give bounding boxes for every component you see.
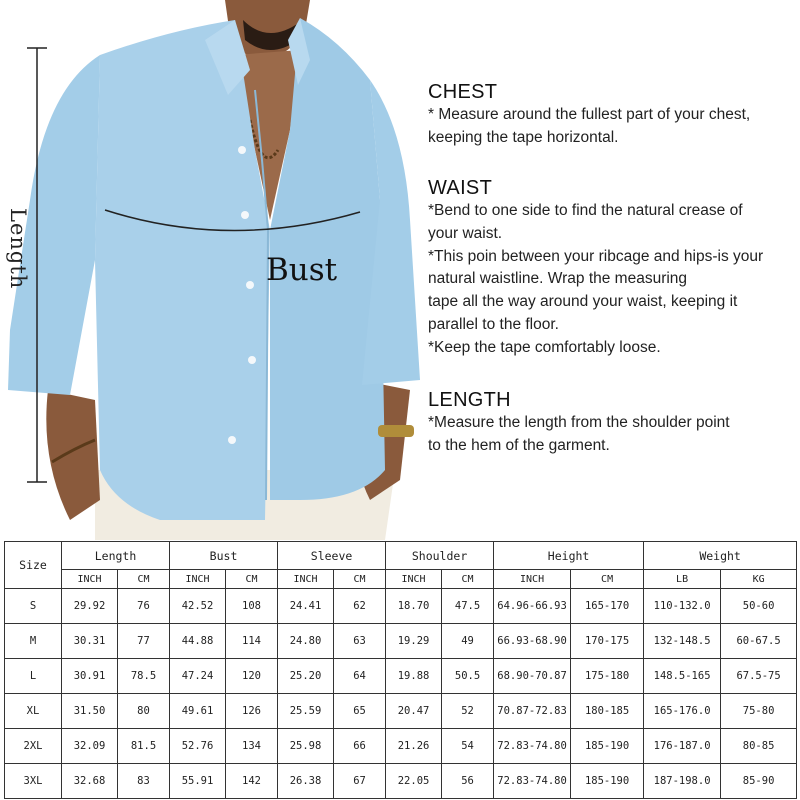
- size-chart-table: [4, 541, 797, 799]
- unit-header: CM: [334, 570, 386, 589]
- chest-line: * Measure around the fullest part of your chest,: [428, 106, 751, 123]
- table-cell: 134: [226, 729, 278, 764]
- waist-line: *Bend to one side to find the natural crease of: [428, 202, 743, 219]
- table-cell: 114: [226, 624, 278, 659]
- table-cell: 62: [334, 589, 386, 624]
- table-cell: 63: [334, 624, 386, 659]
- table-cell: 47.5: [442, 589, 494, 624]
- size-cell: M: [5, 624, 62, 659]
- table-cell: 21.26: [386, 729, 442, 764]
- unit-header: INCH: [278, 570, 334, 589]
- table-cell: 77: [118, 624, 170, 659]
- chest-heading: CHEST: [428, 81, 498, 103]
- table-cell: 25.59: [278, 694, 334, 729]
- table-cell: 22.05: [386, 764, 442, 799]
- table-cell: 55.91: [170, 764, 226, 799]
- table-cell: 67.5-75: [721, 659, 797, 694]
- table-cell: 54: [442, 729, 494, 764]
- table-cell: 110-132.0: [644, 589, 721, 624]
- waist-line: natural waistline. Wrap the measuring: [428, 270, 688, 288]
- table-header-row: [5, 542, 797, 570]
- waist-line: tape all the way around your waist, keeping it: [428, 293, 738, 311]
- length-line: to the hem of the garment.: [428, 436, 610, 454]
- table-cell: 19.88: [386, 659, 442, 694]
- size-header: Size: [5, 542, 62, 589]
- length-section: [428, 388, 730, 458]
- unit-header: INCH: [170, 570, 226, 589]
- unit-header: CM: [571, 570, 644, 589]
- table-cell: 31.50: [62, 694, 118, 729]
- table-row: [5, 764, 797, 799]
- waist-heading: WAIST: [428, 177, 493, 199]
- table-cell: 85-90: [721, 764, 797, 799]
- table-cell: 165-176.0: [644, 694, 721, 729]
- table-cell: 25.20: [278, 659, 334, 694]
- group-header-height: Height: [494, 542, 644, 570]
- table-cell: 187-198.0: [644, 764, 721, 799]
- table-row: [5, 694, 797, 729]
- table-cell: 65: [334, 694, 386, 729]
- table-cell: 66: [334, 729, 386, 764]
- size-rows: [5, 589, 797, 799]
- unit-header: INCH: [386, 570, 442, 589]
- waist-line: *This poin between your ribcage and hips-is your: [428, 247, 764, 265]
- product-photo: [0, 0, 420, 540]
- table-cell: 72.83-74.80: [494, 729, 571, 764]
- table-row: [5, 589, 797, 624]
- waist-section: [428, 176, 763, 360]
- waist-line: your waist.: [428, 224, 503, 242]
- table-cell: 25.98: [278, 729, 334, 764]
- table-cell: 29.92: [62, 589, 118, 624]
- group-header-weight: Weight: [644, 542, 797, 570]
- table-row: [5, 624, 797, 659]
- table-cell: 24.80: [278, 624, 334, 659]
- table-cell: 170-175: [571, 624, 644, 659]
- group-header-shoulder: Shoulder: [386, 542, 494, 570]
- size-cell: L: [5, 659, 62, 694]
- table-cell: 47.24: [170, 659, 226, 694]
- table-cell: 50-60: [721, 589, 797, 624]
- table-cell: 76: [118, 589, 170, 624]
- table-cell: 83: [118, 764, 170, 799]
- unit-header: KG: [721, 570, 797, 589]
- size-cell: XL: [5, 694, 62, 729]
- table-cell: 20.47: [386, 694, 442, 729]
- group-header-sleeve: Sleeve: [278, 542, 386, 570]
- table-cell: 72.83-74.80: [494, 764, 571, 799]
- size-cell: S: [5, 589, 62, 624]
- table-cell: 52: [442, 694, 494, 729]
- table-cell: 52.76: [170, 729, 226, 764]
- unit-header: CM: [118, 570, 170, 589]
- length-label: Length: [6, 208, 30, 290]
- table-cell: 132-148.5: [644, 624, 721, 659]
- table-cell: 80: [118, 694, 170, 729]
- unit-header: INCH: [62, 570, 118, 589]
- table-cell: 120: [226, 659, 278, 694]
- table-cell: 142: [226, 764, 278, 799]
- table-cell: 32.09: [62, 729, 118, 764]
- waist-line: parallel to the floor.: [428, 315, 559, 333]
- table-cell: 32.68: [62, 764, 118, 799]
- table-cell: 70.87-72.83: [494, 694, 571, 729]
- unit-header: CM: [442, 570, 494, 589]
- table-cell: 18.70: [386, 589, 442, 624]
- length-line: *Measure the length from the shoulder point: [428, 414, 730, 431]
- size-cell: 3XL: [5, 764, 62, 799]
- table-unit-row: [5, 570, 797, 589]
- table-cell: 56: [442, 764, 494, 799]
- table-cell: 68.90-70.87: [494, 659, 571, 694]
- chest-line: keeping the tape horizontal.: [428, 128, 619, 146]
- group-header-length: Length: [62, 542, 170, 570]
- table-cell: 108: [226, 589, 278, 624]
- table-row: [5, 659, 797, 694]
- table-cell: 50.5: [442, 659, 494, 694]
- table-cell: 66.93-68.90: [494, 624, 571, 659]
- table-cell: 185-190: [571, 729, 644, 764]
- table-cell: 64.96-66.93: [494, 589, 571, 624]
- group-header-bust: Bust: [170, 542, 278, 570]
- unit-header: CM: [226, 570, 278, 589]
- table-cell: 49.61: [170, 694, 226, 729]
- table-cell: 165-170: [571, 589, 644, 624]
- table-cell: 42.52: [170, 589, 226, 624]
- table-cell: 44.88: [170, 624, 226, 659]
- table-cell: 185-190: [571, 764, 644, 799]
- table-cell: 24.41: [278, 589, 334, 624]
- size-cell: 2XL: [5, 729, 62, 764]
- bust-label: Bust: [266, 252, 338, 288]
- table-row: [5, 729, 797, 764]
- table-cell: 80-85: [721, 729, 797, 764]
- table-cell: 75-80: [721, 694, 797, 729]
- unit-header: LB: [644, 570, 721, 589]
- table-cell: 126: [226, 694, 278, 729]
- length-heading: LENGTH: [428, 389, 511, 411]
- table-cell: 148.5-165: [644, 659, 721, 694]
- chest-section: [428, 80, 750, 150]
- table-cell: 180-185: [571, 694, 644, 729]
- table-cell: 49: [442, 624, 494, 659]
- table-cell: 78.5: [118, 659, 170, 694]
- table-cell: 19.29: [386, 624, 442, 659]
- table-cell: 67: [334, 764, 386, 799]
- table-cell: 175-180: [571, 659, 644, 694]
- table-cell: 30.91: [62, 659, 118, 694]
- table-cell: 64: [334, 659, 386, 694]
- table-cell: 30.31: [62, 624, 118, 659]
- table-cell: 176-187.0: [644, 729, 721, 764]
- table-cell: 81.5: [118, 729, 170, 764]
- table-cell: 26.38: [278, 764, 334, 799]
- unit-header: INCH: [494, 570, 571, 589]
- shirt-model-illustration: [0, 0, 420, 540]
- waist-line: *Keep the tape comfortably loose.: [428, 338, 661, 356]
- table-cell: 60-67.5: [721, 624, 797, 659]
